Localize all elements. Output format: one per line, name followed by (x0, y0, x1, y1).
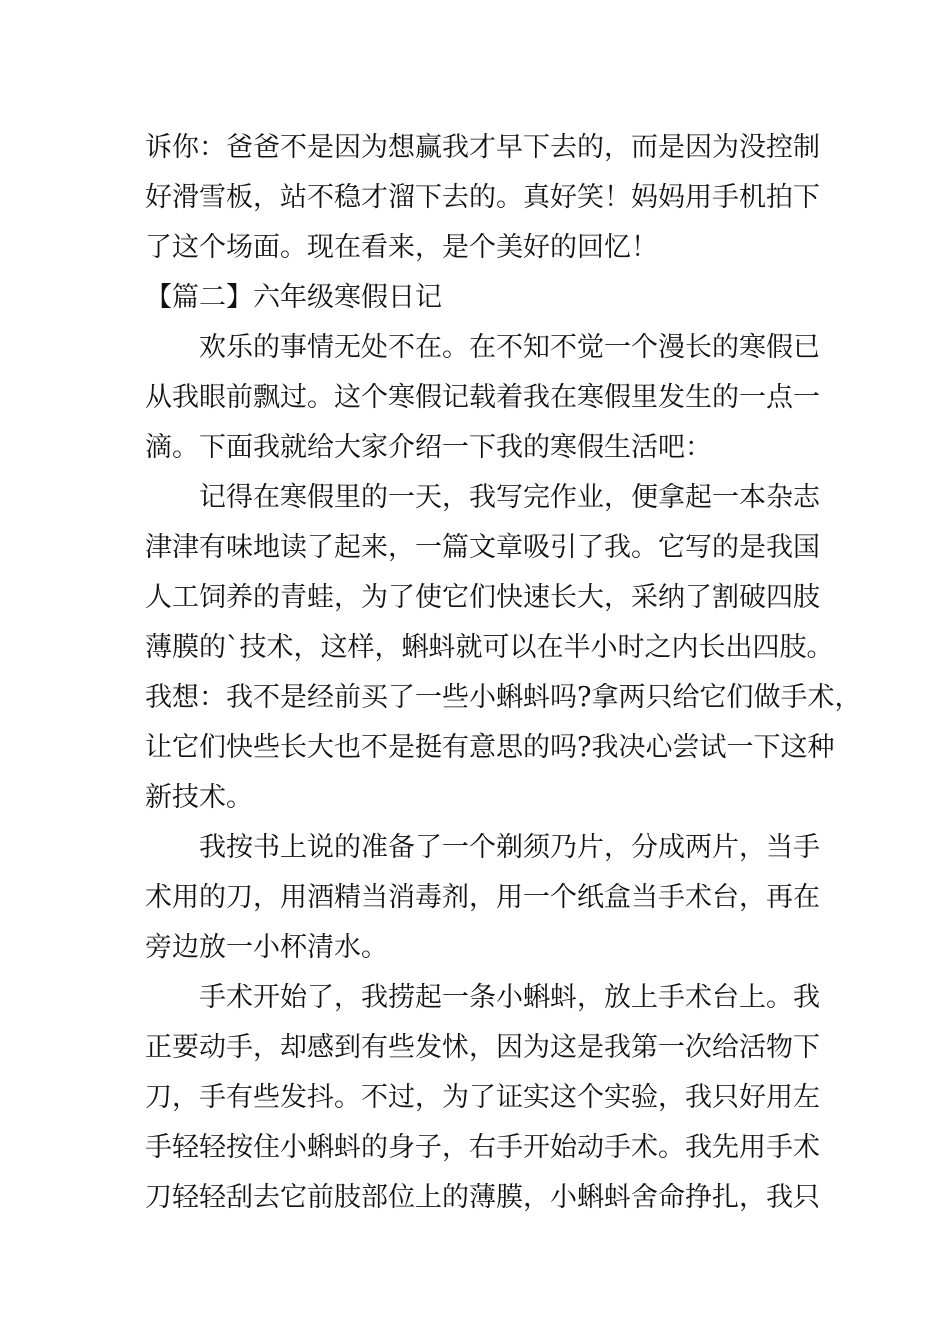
paragraph-first-line: 手术开始了，我捞起一条小蝌蚪，放上手术台上。我 (199, 982, 820, 1013)
paragraph-first-line: 记得在寒假里的一天，我写完作业，便拿起一本杂志 (199, 482, 820, 513)
text-line: 从我眼前飘过。这个寒假记载着我在寒假里发生的一点一 (145, 382, 820, 413)
document-body (145, 123, 862, 1223)
text-line: 旁边放一小杯清水。 (145, 932, 388, 963)
text-line: 滴。下面我就给大家介绍一下我的寒假生活吧： (145, 432, 712, 463)
text-line: 诉你：爸爸不是因为想赢我才早下去的，而是因为没控制 (145, 132, 820, 163)
text-line: 新技术。 (145, 782, 253, 813)
text-line: 刀轻轻刮去它前肢部位上的薄膜，小蝌蚪舍命挣扎，我只 (145, 1182, 820, 1213)
text-line: 人工饲养的青蛙，为了使它们快速长大，采纳了割破四肢 (145, 582, 820, 613)
text-line: 刀，手有些发抖。不过，为了证实这个实验，我只好用左 (145, 1082, 820, 1113)
section-heading: 【篇二】六年级寒假日记 (145, 282, 442, 313)
text-line: 正要动手，却感到有些发怵，因为这是我第一次给活物下 (145, 1032, 820, 1063)
text-line: 好滑雪板，站不稳才溜下去的。真好笑！妈妈用手机拍下 (145, 182, 820, 213)
paragraph-first-line: 我按书上说的准备了一个剃须乃片，分成两片，当手 (199, 832, 820, 863)
text-line: 术用的刀，用酒精当消毒剂，用一个纸盒当手术台，再在 (145, 882, 820, 913)
text-line: 手轻轻按住小蝌蚪的身子，右手开始动手术。我先用手术 (145, 1132, 820, 1163)
text-line: 我想：我不是经前买了一些小蝌蚪吗?拿两只给它们做手术， (145, 682, 862, 713)
text-line: 了这个场面。现在看来，是个美好的回忆！ (145, 232, 658, 263)
text-line: 让它们快些长大也不是挺有意思的吗?我决心尝试一下这种 (145, 732, 835, 763)
text-line: 津津有味地读了起来，一篇文章吸引了我。它写的是我国 (145, 532, 820, 563)
text-line: 薄膜的`技术，这样，蝌蚪就可以在半小时之内长出四肢。 (145, 632, 834, 663)
paragraph-first-line: 欢乐的事情无处不在。在不知不觉一个漫长的寒假已 (199, 332, 820, 363)
